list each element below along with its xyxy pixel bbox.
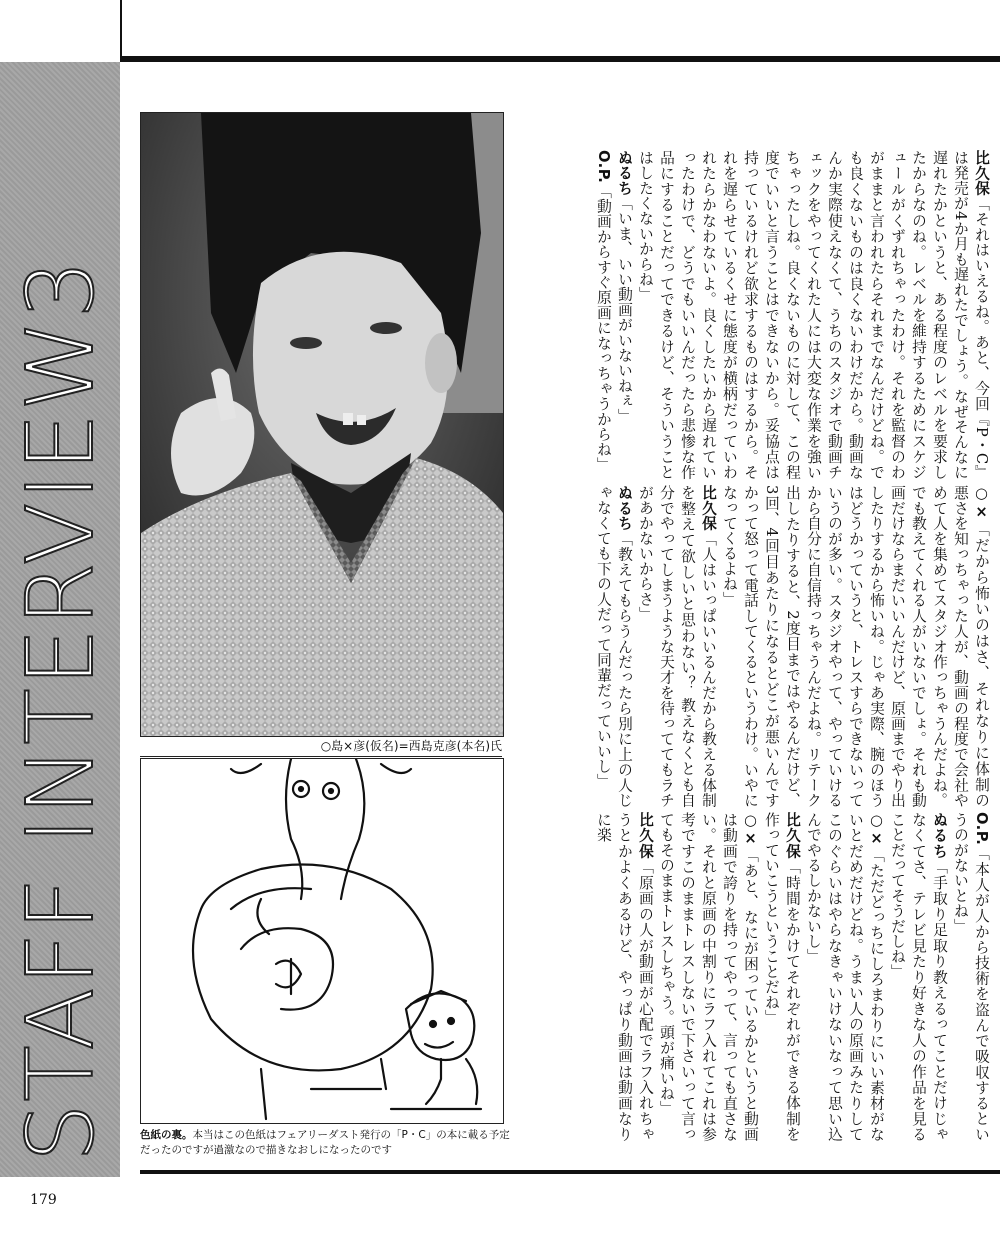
dialogue-text: 「原画の人が動画が心配でラフ入れちゃうとかよくあるけど、やっぱり動画は動画なりに楽: [595, 812, 654, 1142]
portrait-photo: [140, 112, 504, 737]
speaker-label: O.P.: [595, 150, 612, 184]
dialogue-text: 「いま、いい動画がいないねぇ」: [616, 195, 633, 424]
speaker-label: 比久保: [973, 150, 990, 197]
dialogue-text: 「教えてもらうんだったら別に上の人じゃなくても下の人だって同輩だっていいし」: [595, 485, 633, 808]
speaker-label: ○×: [973, 485, 990, 521]
speaker-label: 比久保: [784, 812, 801, 860]
dialogue-text: 「手取り足取り教えるってことだけじゃなくてさ、テレビ見たり好きな人の作品を見ることだってそうだしね」: [889, 812, 948, 1142]
sketch-illustration: [140, 758, 504, 1124]
text-tier-1: [517, 150, 992, 480]
top-rule: [120, 56, 1000, 62]
speaker-label: ○×: [742, 812, 759, 848]
dialogue-text: 「あと、なにが困っているかというと動画は動画で誇りを持ってやって、言っても直さない。それと原画の中割りにラフ入れてこれは参考ですこのままトレスしないで下さいって言ってもそのままトレスしちゃう。頭が痛いね」: [658, 812, 759, 1142]
speaker-label: ぬるち: [616, 485, 633, 532]
text-tier-2: [517, 485, 992, 808]
corner-block: [0, 0, 122, 58]
speaker-label: ○×: [868, 812, 885, 848]
dialogue-text: 「時間をかけてそれぞれができる体制を作っていこうということだね」: [763, 812, 801, 1142]
speaker-label: O.P.: [973, 812, 990, 846]
dialogue-text: 「ただどっちにしろまわりにいい素材がないとだめだけどね。うまい人の原画みたりしてこのぐらいはやらなきゃいけないなって思い込んでやるしかないし」: [805, 812, 885, 1142]
side-title: STAFF INTERVIEW3: [7, 257, 114, 1162]
text-tier-3: [517, 812, 992, 1142]
bottom-rule: [140, 1170, 1000, 1174]
speaker-label: 比久保: [637, 812, 654, 860]
photo-caption: ○島×彦(仮名)=西島克彦(本名)氏: [140, 736, 502, 757]
dialogue-text: 「本人が人から技術を盗んで吸収するというのがないとね」: [952, 812, 990, 1142]
speaker-label: 比久保: [700, 485, 717, 532]
sketch-caption-rest: 本当はこの色紙はフェアリーダスト発行の「P・C」の本に載る予定だったのですが過激なので描きなおしになったのです: [140, 1129, 510, 1156]
page-number: 179: [30, 1192, 57, 1208]
sketch-caption-lead: 色紙の裏。: [140, 1129, 193, 1141]
sketch-caption: [140, 1128, 510, 1158]
dialogue-text: 「人はいっぱいいるんだから教える体制を整えて欲しいと思わない？ 教えなくとも自分でやってしまうような天才を待っててもラチがあかないからさ」: [637, 485, 717, 808]
dialogue-text: 「だから怖いのはさ、それなりに体制の悪さを知っちゃった人が、動画の程度で会社やめて人を集めてスタジオ作っちゃうんだよね。でも教えてくれる人がいないでしょ。それも動画だけならまだいいんだけど、原画までやり出したりするから怖いね。じゃあ実際、腕のほうはどうかっていうと、トレスすらできないっていうのが多い。スタジオやって、やっていけるから自分に自信持っちゃうんだよね。リテーク出したりすると、2度目まではやるんだけど、3回、4回目あたりになるとどこが悪いんですかって怒って電話してくるというわけ。いやになってくるよね」: [721, 485, 990, 808]
speaker-label: ぬるち: [931, 812, 948, 860]
dialogue-text: 「動画からすぐ原画になっちゃうからね」: [595, 183, 612, 473]
dialogue-text: 「それはいえるね。あと、今回『P・C』は発売が4か月も遅れたでしょう。なぜそんなに遅れたかというと、ある程度のレベルを要求したからなのね。レベルを維持するためにスケジュールがくずれちゃったわけ。それを監督のわがままと言われたらそれまでなんだけどね。でも良くないものは良くないわけだから。動画なんか実際使えなくて、うちのスタジオで動画チェックをやってくれた人には大変な作業を強いちゃったしね。良くないものに対して、この程度でいいと言うことはできないから。妥協点は持っているけれど欲求するものはするから。それを遅らせているくせに態度が横柄だっていわれたらかなわないよ。良くしたいから遅れていったわけで、どうでもいいんだったら悲惨な作品にすることだってできるけど、そういうことはしたくないからね」: [637, 150, 990, 480]
speaker-label: ぬるち: [616, 150, 633, 196]
